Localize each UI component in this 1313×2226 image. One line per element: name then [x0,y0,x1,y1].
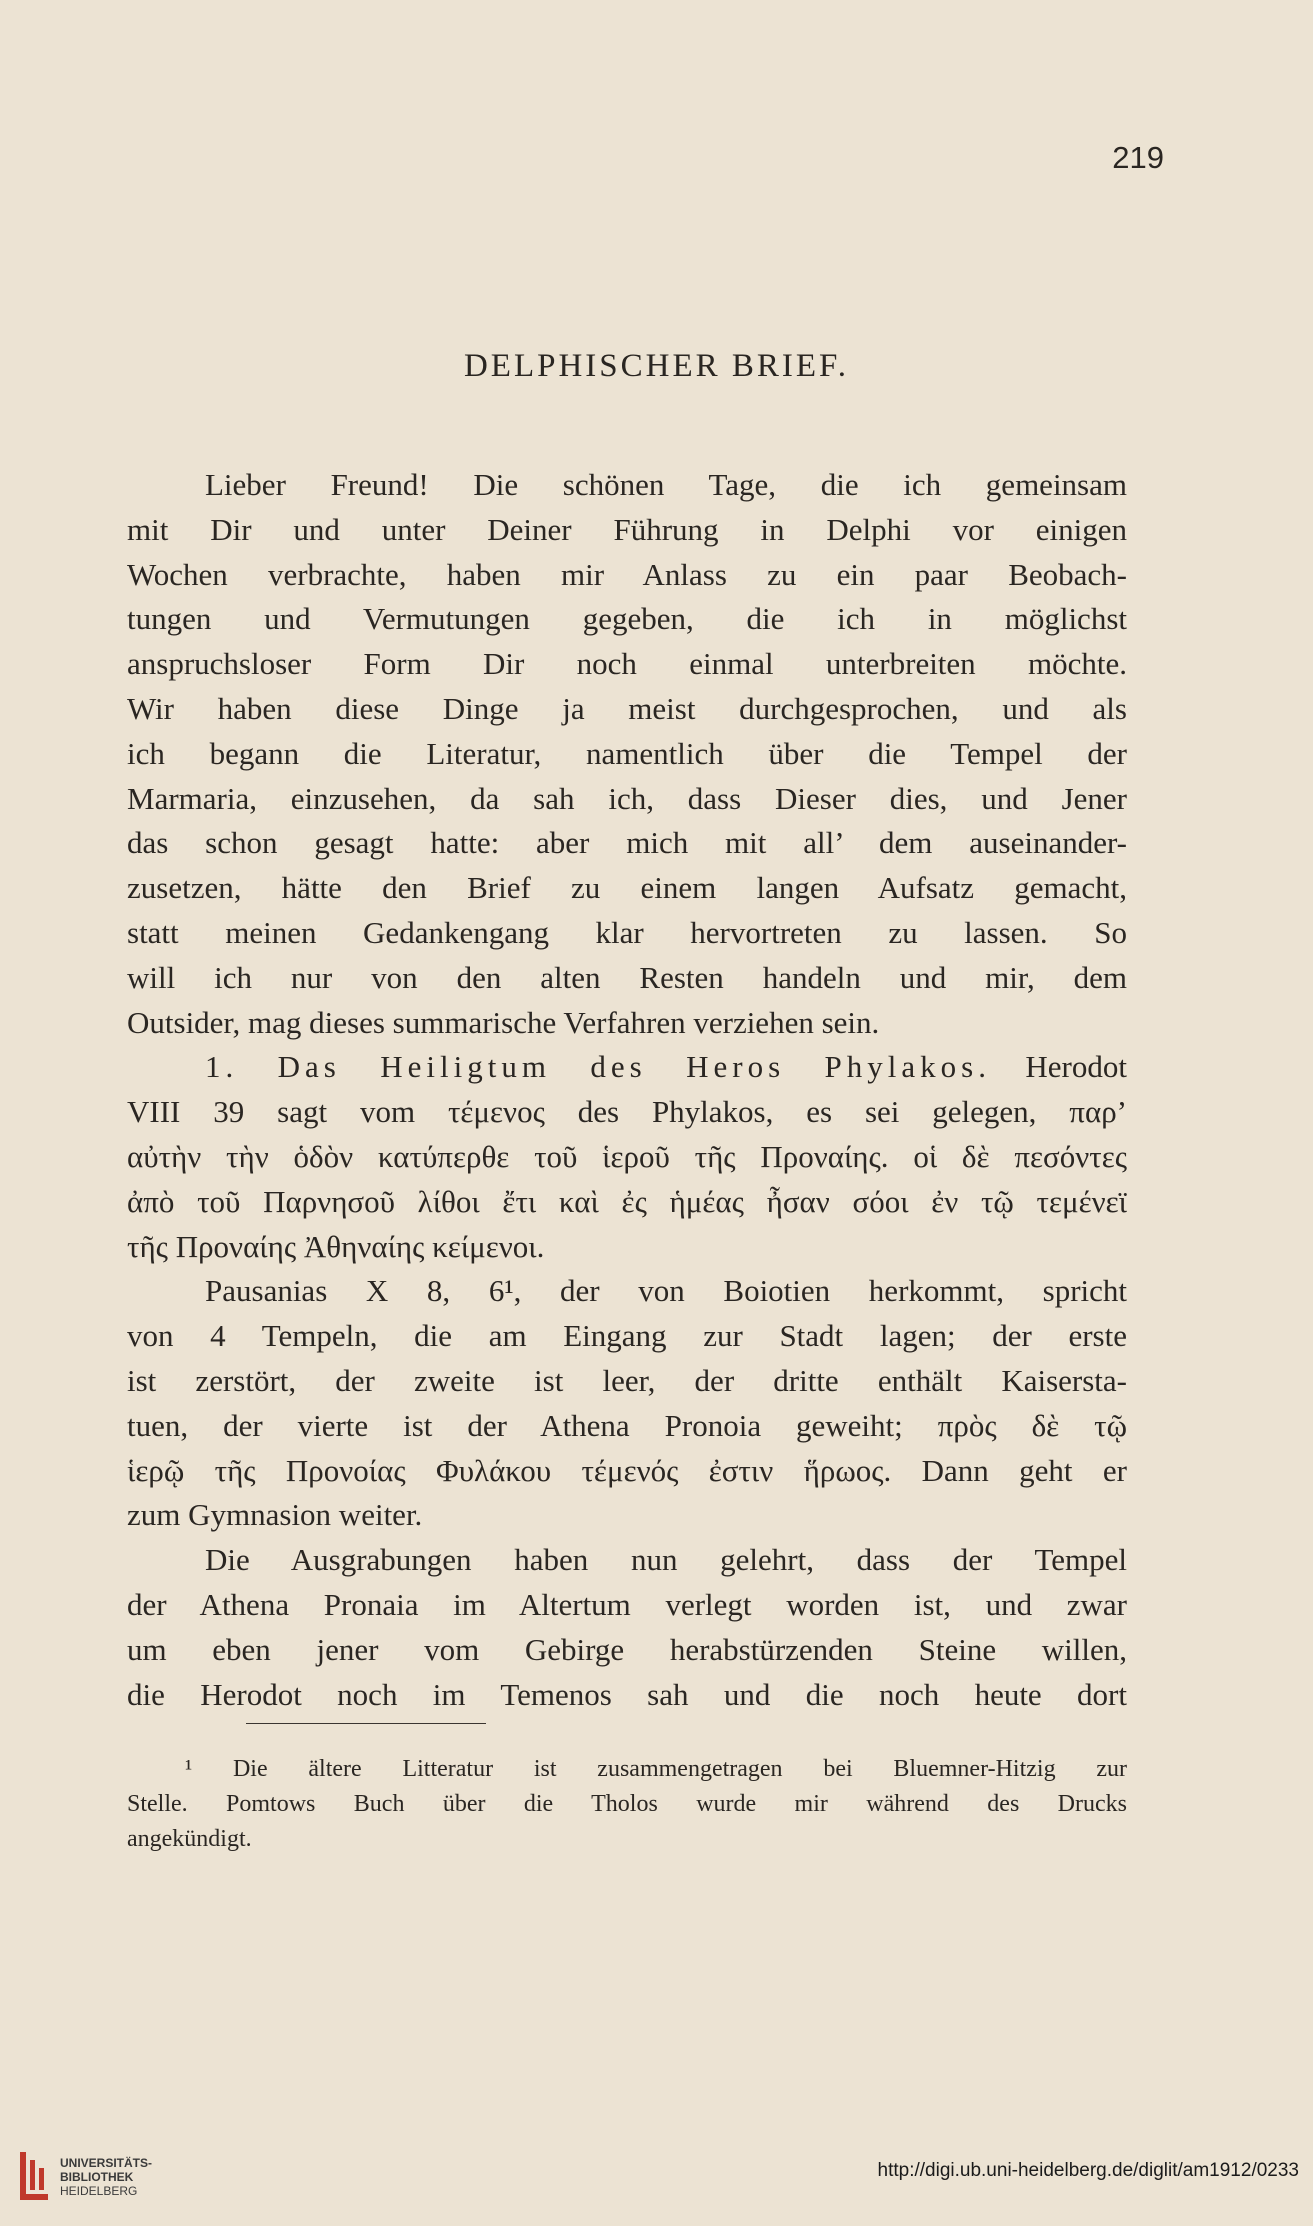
text-line [127,777,1127,822]
body-text [127,463,1127,1717]
text-line [127,732,1127,777]
line-text: tuen, der vierte ist der Athena Pronoia geweiht; πρὸς δὲ τῷ [127,1407,1127,1443]
footnote-separator [246,1723,486,1724]
article-title: DELPHISCHER BRIEF. [463,348,850,384]
text-line [127,821,1127,866]
line-text: ist zerstört, der zweite ist leer, der dritte enthält Kaisersta- [127,1362,1127,1398]
library-name [60,2156,152,2198]
footnote-line: angekündigt. [127,1826,252,1852]
text-line [127,508,1127,553]
line-text: die Herodot noch im Temenos sah und die noch heute dort [127,1676,1127,1712]
line-text: zusetzen, hätte den Brief zu einem langen Aufsatz gemacht, [127,870,1127,906]
text-line [127,1225,1127,1270]
footnote-line: ¹ Die ältere Litteratur ist zusammengetragen bei Bluemner-Hitzig zur [185,1756,1127,1782]
footnote-line: Stelle. Pomtows Buch über die Tholos wurde mir während des Drucks [127,1791,1127,1817]
library-line: HEIDELBERG [60,2184,138,2198]
text-line [127,956,1127,1001]
text-line [127,866,1127,911]
library-line: BIBLIOTHEK [60,2170,134,2184]
line-text: das schon gesagt hatte: aber mich mit all’ dem auseinander- [127,825,1127,861]
text-line [127,1493,1127,1538]
section-heading: 1. Das Heiligtum des Heros Phylakos. [205,1049,991,1085]
line-text: Lieber Freund! Die schönen Tage, die ich gemeinsam [205,467,1127,502]
text-line [127,687,1127,732]
text-line [127,597,1127,642]
line-text: αὐτὴν τὴν ὁδὸν κατύπερθε τοῦ ἱεροῦ τῆς Προναίης. οἱ δὲ πεσόντες [127,1138,1127,1174]
text-line [127,1180,1127,1225]
text-line [127,1359,1127,1404]
page-footer [0,2132,1313,2226]
text-line [127,1090,1127,1135]
line-text: Wochen verbrachte, haben mir Anlass zu ein paar Beobach- [127,556,1127,592]
line-text: Herodot [991,1049,1127,1085]
line-text: der Athena Pronaia im Altertum verlegt worden ist, und zwar [127,1586,1127,1622]
text-line [127,1135,1127,1180]
footnotes [127,1752,1127,1857]
line-text: mit Dir und unter Deiner Führung in Delphi vor einigen [127,511,1127,547]
line-text: Wir haben diese Dinge ja meist durchgesprochen, und als [127,690,1127,726]
line-text: zum Gymnasion weiter. [127,1497,423,1533]
text-line [127,463,1127,508]
line-text: Outsider, mag dieses summarische Verfahren verziehen sein. [127,1004,880,1040]
line-text: ἀπὸ τοῦ Παρνησοῦ λίθοι ἔτι καὶ ἐς ἡμέας ἦσαν σόοι ἐν τῷ τεμένεϊ [127,1183,1127,1219]
line-text: VIII 39 sagt vom τέμενος des Phylakos, es sei gelegen, παρ’ [127,1094,1127,1130]
line-text: Die Ausgrabungen haben nun gelehrt, dass der Tempel [205,1542,1127,1578]
text-line [127,1404,1127,1449]
text-line [127,553,1127,598]
line-text: ἱερῷ τῆς Προνοίας Φυλάκου τέμενός ἐστιν ἥρωος. Dann geht er [127,1452,1127,1488]
library-logo-icon [14,2146,54,2206]
line-text: ich begann die Literatur, namentlich über die Tempel der [127,735,1127,771]
text-line [127,1045,1127,1090]
text-line [127,1538,1127,1583]
line-text: Pausanias X 8, 6¹, der von Boiotien herkommt, spricht [205,1273,1127,1309]
text-line [127,1314,1127,1359]
line-text: tungen und Vermutungen gegeben, die ich in möglichst [127,601,1127,637]
line-text: statt meinen Gedankengang klar hervortreten zu lassen. So [127,914,1127,950]
text-line [127,1001,1127,1046]
line-text: von 4 Tempeln, die am Eingang zur Stadt lagen; der erste [127,1318,1127,1354]
text-line [127,1628,1127,1673]
text-line [127,1673,1127,1718]
line-text: Marmaria, einzusehen, da sah ich, dass Dieser dies, und Jener [127,780,1127,816]
line-text: τῆς Προναίης Ἀθηναίης κείμενοι. [127,1228,545,1264]
source-url[interactable]: http://digi.ub.uni-heidelberg.de/diglit/am1912/0233 [877,2160,1299,2181]
text-line [127,1449,1127,1494]
text-line [127,1583,1127,1628]
text-line [127,911,1127,956]
text-line [127,642,1127,687]
library-line: UNIVERSITÄTS- [60,2156,153,2170]
text-line [127,1269,1127,1314]
page-number: 219 [1112,140,1164,175]
line-text: anspruchsloser Form Dir noch einmal unterbreiten möchte. [127,646,1127,682]
line-text: um eben jener vom Gebirge herabstürzenden Steine willen, [127,1631,1127,1667]
line-text: will ich nur von den alten Resten handeln und mir, dem [127,959,1127,995]
